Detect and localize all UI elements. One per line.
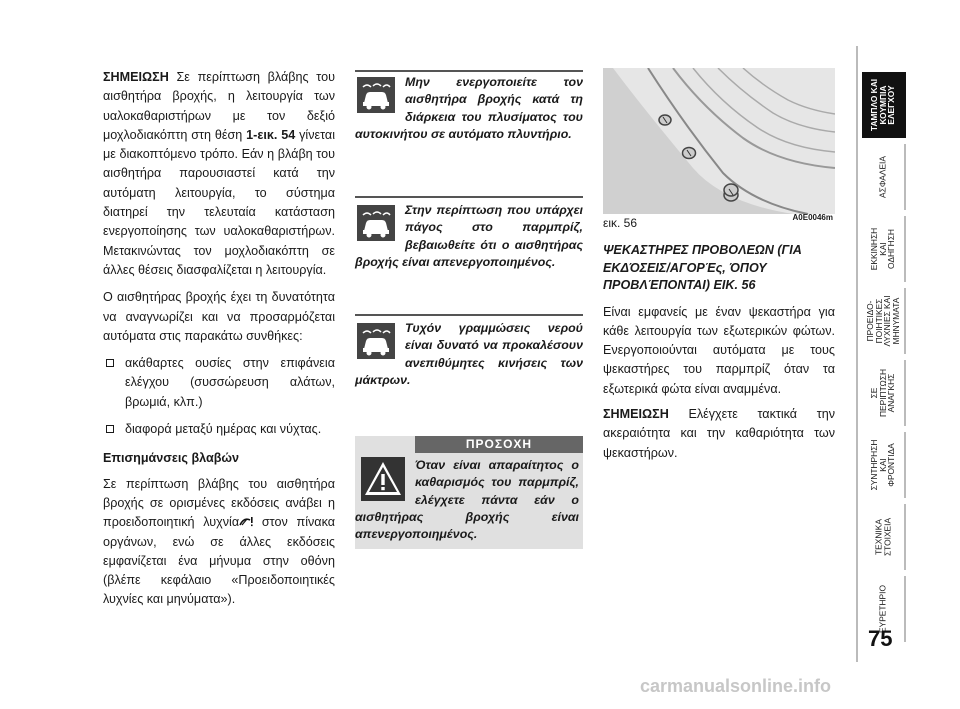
tab-rail (856, 46, 858, 662)
fault-text-a: Σε περίπτωση βλάβης του αισθητήρα βροχής σε ορισμένες εκδόσεις ανάβει η προειδοποιητική λυχνία (103, 476, 335, 530)
car-wash-warning-icon (357, 77, 395, 113)
bullet-box-icon (106, 425, 114, 433)
warning-text: Στην περίπτωση που υπάρχει πάγος στο παρμπρίζ, βεβαιωθείτε ότι ο αισθητήρας βροχής είναι απενεργοποιημένος. (355, 203, 583, 269)
chapter-tabs (856, 0, 960, 709)
bullet-box-icon (106, 359, 114, 367)
caution-text: Όταν είναι απαραίτητος ο καθαρισμός του παρμπρίζ, ελέγχετε πάντα εάν ο αισθητήρας βροχής είναι απενεργοποιημένος. (355, 458, 579, 542)
note-paragraph (103, 68, 335, 280)
note-label: ΣΗΜΕΙΩΣΗ (103, 70, 169, 84)
section-heading: ΨΕΚΑΣΤΗΡΕΣ ΠΡΟΒΟΛΕΩΝ (ΓΙΑ ΕΚΔΌΣΕΙΣ/ΑΓΟΡΈς, ΌΠΟΥ ΠΡΟΒΛΈΠΟΝΤΑΙ) ΕΙΚ. 56 (603, 243, 802, 292)
fault-text-b: στον πίνακα οργάνων, ενώ σε άλλες εκδόσεις εμφανίζεται ένα μήνυμα στην οθόνη (βλέπε κεφάλαιο «Προειδοποιητικές λυχνίες και μηνύματα»). (103, 515, 335, 607)
right-column (603, 68, 835, 469)
list-item (103, 420, 335, 439)
figure-caption: εικ. 56 (603, 216, 638, 230)
left-column (103, 68, 335, 618)
list-item-text: ακάθαρτες ουσίες στην επιφάνεια ελέγχου (συσσώρευση αλάτων, βρωμιά, κλπ.) (125, 356, 335, 409)
tab-dashboard-controls[interactable] (862, 72, 906, 138)
note-paragraph (603, 405, 835, 463)
washers-paragraph: Είναι εμφανείς με έναν ψεκαστήρα για κάθε λειτουργία των εξωτερικών φώτων. Ενεργοποιούνται αυτόματα με τους ψεκαστήρες του παρμπρίζ όταν τα εξωτερικά φώτα είναι αναμμένα. (603, 304, 835, 396)
figure-caption-row (603, 213, 835, 232)
warning-text: Μην ενεργοποιείτε τον αισθητήρα βροχής κατά τη διάρκεια του πλυσίματος του αυτοκινήτου σε αυτόματο πλυντήριο. (355, 75, 583, 141)
warning-text: Τυχόν γραμμώσεις νερού είναι δυνατό να προκαλέσουν ανεπιθύμητες κινήσεις των μάκτρων. (355, 321, 583, 387)
headlamp-washers-figure (603, 68, 835, 214)
caution-title: ΠΡΟΣΟΧΗ (415, 436, 583, 453)
car-warning-icon (357, 205, 395, 241)
tab-label: ΣΕ ΠΕΡΙΠΤΩΣΗ ΑΝΑΓΚΗΣ (869, 368, 897, 418)
section-heading: Επισημάνσεις βλαβών (103, 451, 240, 466)
tab-label: ΕΥΡΕΤΗΡΙΟ (877, 585, 888, 633)
figure-code: A0E0046m (792, 213, 833, 222)
divider (355, 314, 583, 316)
sensor-capabilities-paragraph: Ο αισθητήρας βροχής έχει τη δυνατότητα να αναγνωρίζει και να προσαρμόζεται αυτόματα στις παρακάτω συνθήκες: (103, 290, 335, 343)
tab-label: ΤΑΜΠΛΟ ΚΑΙ ΚΟΥΜΠΙΑ ΕΛΕΓΧΟΥ (869, 78, 897, 132)
list-item-text: διαφορά μεταξύ ημέρας και νύχτας. (125, 422, 322, 437)
warning-block (355, 74, 583, 143)
wiper-warning-icon (239, 516, 253, 527)
note-text-b: γίνεται με διακοπτόμενο τρόπο. Εάν η βλάβη του αισθητήρα παρουσιαστεί κατά την αυτόματη λειτουργία, το σύστημα διατηρεί την τελευταία κατάσταση ενεργοποίησης των υαλοκαθαριστήρων. Μετακινώντας τον μοχλοδιακόπτη σε άλλες θέσεις διασφαλίζεται η λειτουργία. (103, 127, 336, 277)
bumper-illustration (603, 68, 835, 214)
fault-paragraph (103, 475, 335, 610)
tab-label: ΣΥΝΤΗΡΗΣΗ ΚΑΙ ΦΡΟΝΤΙΔΑ (869, 439, 897, 491)
watermark: carmanualsonline.info (640, 676, 832, 696)
list-item (103, 354, 335, 412)
tab-emergency[interactable] (862, 360, 906, 426)
caution-triangle-icon (361, 457, 405, 501)
warning-block (355, 320, 583, 389)
warning-block (355, 202, 583, 271)
caution-box (355, 436, 583, 549)
tab-maintenance[interactable] (862, 432, 906, 498)
tab-technical-data[interactable] (862, 504, 906, 570)
tab-starting-driving[interactable] (862, 216, 906, 282)
note-label: ΣΗΜΕΙΩΣΗ (603, 406, 669, 421)
divider (355, 70, 583, 72)
tab-label: ΑΣΦΑΛΕΙΑ (877, 156, 888, 198)
note-text: Ελέγχετε τακτικά την ακεραιότητα και την καθαριότητα των ψεκαστήρων. (603, 406, 835, 460)
note-text-a: Σε περίπτωση βλάβης του αισθητήρα βροχής, η λειτουργία των υαλοκαθαριστήρων με τον δεξιό μοχλοδιακόπτη στη θέση (103, 70, 335, 142)
figure-reference: 1-εικ. 54 (246, 127, 296, 142)
tab-label: ΕΚΚΙΝΗΣΗ ΚΑΙ ΟΔΗΓΗΣΗ (869, 227, 897, 271)
tab-warning-lights[interactable] (862, 288, 906, 354)
car-warning-icon (357, 323, 395, 359)
tab-safety[interactable] (862, 144, 906, 210)
tab-label: ΤΕΧΝΙΚΑ ΣΤΟΙΧΕΙΑ (873, 517, 892, 557)
page-number: 75 (868, 626, 893, 651)
tab-label: ΠΡΟΕΙΔΟ- ΠΟΙΗΤΙΚΕΣ ΛΥΧΝΙΕΣ ΚΑΙ ΜΗΝΥΜΑΤΑ (864, 295, 901, 347)
divider (355, 196, 583, 198)
